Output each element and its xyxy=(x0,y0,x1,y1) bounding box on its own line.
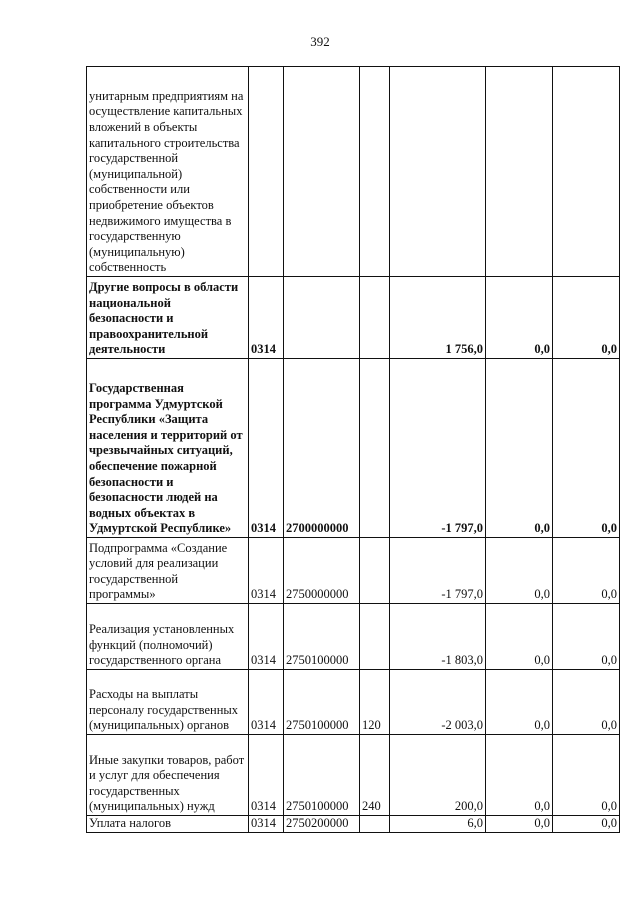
amount-2: 0,0 xyxy=(486,735,553,816)
amount-2: 0,0 xyxy=(486,538,553,604)
table-row xyxy=(87,277,620,359)
amount-3: 0,0 xyxy=(553,816,620,833)
expense-type-code: 240 xyxy=(360,735,390,816)
section-code: 0314 xyxy=(249,735,284,816)
table-row xyxy=(87,816,620,833)
section-code: 0314 xyxy=(249,816,284,833)
row-name: Подпрограмма «Создание условий для реализации государственной программы» xyxy=(87,538,249,604)
table-row xyxy=(87,604,620,670)
target-article-code xyxy=(284,67,360,277)
amount-2: 0,0 xyxy=(486,359,553,538)
row-name: Расходы на выплаты персоналу государственных (муниципальных) органов xyxy=(87,670,249,735)
amount-1: -1 803,0 xyxy=(390,604,486,670)
amount-1: -2 003,0 xyxy=(390,670,486,735)
amount-1: 200,0 xyxy=(390,735,486,816)
amount-1: -1 797,0 xyxy=(390,359,486,538)
expense-type-code xyxy=(360,277,390,359)
expense-type-code xyxy=(360,359,390,538)
section-code: 0314 xyxy=(249,277,284,359)
target-article-code xyxy=(284,277,360,359)
amount-2: 0,0 xyxy=(486,670,553,735)
section-code: 0314 xyxy=(249,538,284,604)
row-name: Реализация установленных функций (полномочий) государственного органа xyxy=(87,604,249,670)
target-article-code: 2750200000 xyxy=(284,816,360,833)
amount-2: 0,0 xyxy=(486,277,553,359)
amount-2: 0,0 xyxy=(486,816,553,833)
amount-3: 0,0 xyxy=(553,735,620,816)
section-code: 0314 xyxy=(249,359,284,538)
amount-2: 0,0 xyxy=(486,604,553,670)
target-article-code: 2700000000 xyxy=(284,359,360,538)
expense-type-code: 120 xyxy=(360,670,390,735)
amount-1: 6,0 xyxy=(390,816,486,833)
section-code xyxy=(249,67,284,277)
amount-3: 0,0 xyxy=(553,277,620,359)
expense-type-code xyxy=(360,538,390,604)
amount-1: 1 756,0 xyxy=(390,277,486,359)
row-name: Уплата налогов xyxy=(87,816,249,833)
amount-3 xyxy=(553,67,620,277)
target-article-code: 2750100000 xyxy=(284,670,360,735)
amount-1 xyxy=(390,67,486,277)
amount-3: 0,0 xyxy=(553,670,620,735)
target-article-code: 2750100000 xyxy=(284,735,360,816)
target-article-code: 2750100000 xyxy=(284,604,360,670)
amount-3: 0,0 xyxy=(553,359,620,538)
target-article-code: 2750000000 xyxy=(284,538,360,604)
amount-1: -1 797,0 xyxy=(390,538,486,604)
amount-2 xyxy=(486,67,553,277)
expense-type-code xyxy=(360,816,390,833)
table-row xyxy=(87,67,620,277)
row-name: Другие вопросы в области национальной безопасности и правоохранительной деятельности xyxy=(87,277,249,359)
table-row xyxy=(87,735,620,816)
section-code: 0314 xyxy=(249,670,284,735)
row-name: Иные закупки товаров, работ и услуг для обеспечения государственных (муниципальных) нужд xyxy=(87,735,249,816)
section-code: 0314 xyxy=(249,604,284,670)
expense-type-code xyxy=(360,604,390,670)
table-row xyxy=(87,538,620,604)
budget-table xyxy=(86,66,620,833)
table-row xyxy=(87,359,620,538)
amount-3: 0,0 xyxy=(553,538,620,604)
table-row xyxy=(87,670,620,735)
row-name: Государственная программа Удмуртской Республики «Защита населения и территорий от чрезвычайных ситуаций, обеспечение пожарной безопасности и безопасности людей на водных объектах в Удмуртской Республике» xyxy=(87,359,249,538)
expense-type-code xyxy=(360,67,390,277)
row-name: унитарным предприятиям на осуществление капитальных вложений в объекты капитального строительства государственной (муниципальной) собственности или приобретение объектов недвижимого имущества в государственную (муниципальную) собственность xyxy=(87,67,249,277)
page-number: 392 xyxy=(310,34,330,49)
amount-3: 0,0 xyxy=(553,604,620,670)
